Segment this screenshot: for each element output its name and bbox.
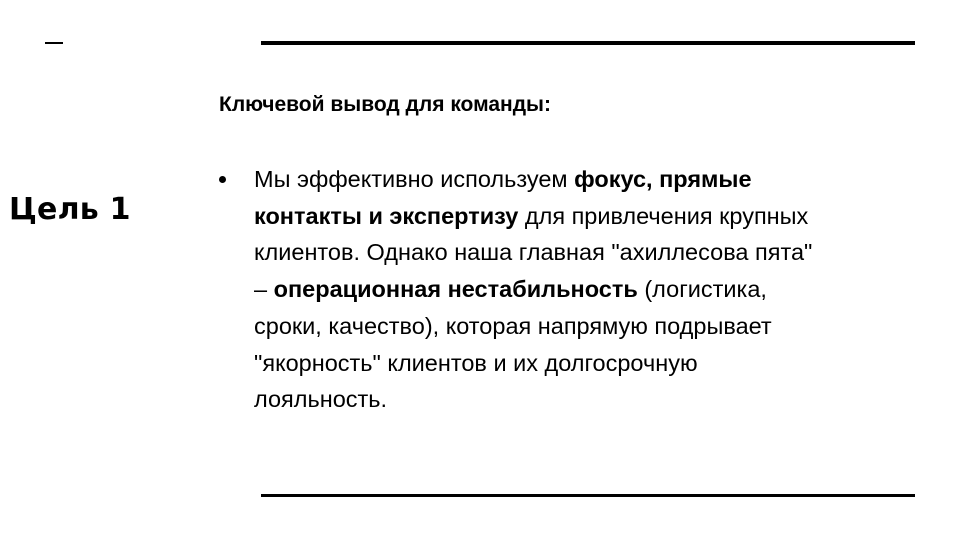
bottom-divider	[261, 494, 915, 497]
bullet-item	[219, 161, 899, 418]
bullet-line-7: лояльность.	[254, 386, 388, 413]
bullet-line-2-regular: для привлечения крупных	[518, 202, 809, 229]
bullet-line-4-dash: –	[254, 276, 274, 303]
goal-title: Цель 1	[9, 192, 131, 227]
bullet-list	[219, 161, 899, 418]
key-takeaway-heading: Ключевой вывод для команды:	[219, 93, 551, 116]
bullet-line-4-regular: (логистика,	[637, 276, 767, 303]
bullet-line-2-bold: контакты и экспертизу	[254, 202, 519, 229]
bullet-line-3: клиентов. Однако наша главная "ахиллесова пята"	[254, 239, 813, 266]
bullet-line-1-bold: фокус, прямые	[574, 166, 752, 192]
bullet-dot-icon	[219, 176, 226, 183]
bullet-line-5: сроки, качество), которая напрямую подрывает	[254, 312, 772, 339]
top-divider	[261, 41, 915, 45]
bullet-line-6: "якорность" клиентов и их долгосрочную	[254, 349, 698, 376]
bullet-text	[254, 161, 904, 418]
bullet-line-1-regular: Мы эффективно используем	[254, 166, 575, 192]
bullet-line-4-bold: операционная нестабильность	[273, 276, 638, 303]
dash-mark	[45, 42, 63, 44]
